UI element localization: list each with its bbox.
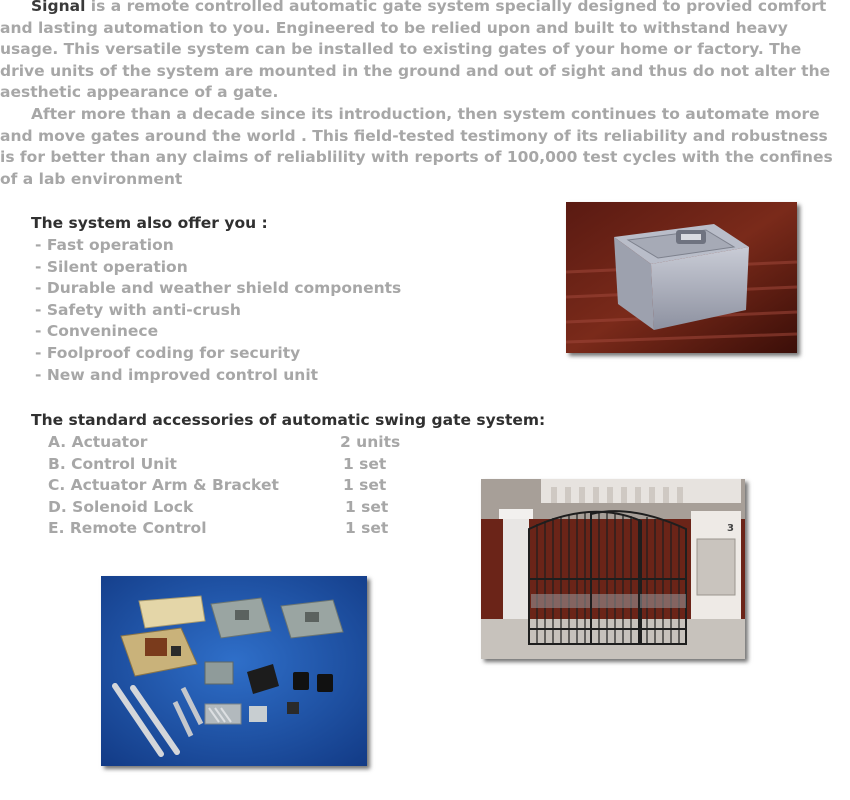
- accessory-label: A. Actuator: [48, 433, 148, 451]
- accessory-qty: 2 units: [340, 433, 401, 451]
- accessories-image: [101, 576, 367, 766]
- intro-line-4: drive units of the system are mounted in the ground and out of sight and thus do not alter the: [0, 61, 831, 80]
- feature-item: - Silent operation: [35, 257, 188, 276]
- accessories-photo: [101, 576, 367, 766]
- gate-image: [481, 479, 745, 659]
- accessory-row: [48, 518, 408, 540]
- feature-item: - New and improved control unit: [35, 365, 319, 384]
- accessory-row: [48, 475, 408, 497]
- accessory-qty: 1 set: [343, 476, 387, 495]
- history-line-1: After more than a decade since its introduction, then system continues to automate more: [31, 105, 820, 123]
- history-line-4: of a lab environment: [0, 169, 183, 188]
- accessory-qty: 1 set: [345, 497, 389, 516]
- accessory-row: [48, 454, 408, 476]
- history-line-3: is for better than any claims of reliablility with reports of 100,000 test cycles with the confines: [0, 148, 833, 167]
- accessory-qty: 1 set: [343, 454, 387, 473]
- accessory-label: D. Solenoid Lock: [48, 497, 194, 516]
- accessory-label: B. Control Unit: [48, 454, 177, 473]
- history-line-2: and move gates around the world . This field-tested testimony of its reliability and robustness: [0, 126, 828, 145]
- accessory-qty: 1 set: [345, 519, 389, 538]
- gate-photo: [481, 479, 745, 659]
- gate-number: 3: [727, 523, 734, 534]
- accessory-label: C. Actuator Arm & Bracket: [48, 476, 279, 495]
- intro-line-1: Signal is a remote controlled automatic gate system specially designed to provied comfort: [0, 0, 836, 18]
- intro-line-2: and lasting automation to you. Engineered to be relied upon and built to withstand heavy: [0, 18, 788, 37]
- features-list: [35, 235, 401, 386]
- feature-item: - Conveninece: [35, 322, 159, 341]
- feature-item: - Foolproof coding for security: [35, 343, 301, 362]
- accessory-row: [48, 432, 408, 454]
- actuator-photo: [566, 202, 797, 353]
- feature-item: - Fast operation: [35, 236, 174, 254]
- intro-paragraph: [0, 0, 836, 104]
- feature-item: - Safety with anti-crush: [35, 300, 241, 319]
- accessories-table: [48, 432, 408, 540]
- history-paragraph: [0, 104, 836, 190]
- actuator-image: [566, 202, 797, 353]
- brand-name: Signal: [31, 0, 86, 15]
- accessory-label: E. Remote Control: [48, 519, 207, 538]
- accessory-row: [48, 497, 408, 519]
- intro-line-5: aesthetic appearance of a gate.: [0, 83, 279, 102]
- accessories-heading: The standard accessories of automatic swing gate system:: [31, 411, 546, 429]
- feature-item: - Durable and weather shield components: [35, 279, 402, 298]
- features-heading: The system also offer you :: [31, 214, 268, 232]
- intro-line-3: usage. This versatile system can be installed to existing gates of your home or factory. The: [0, 40, 802, 59]
